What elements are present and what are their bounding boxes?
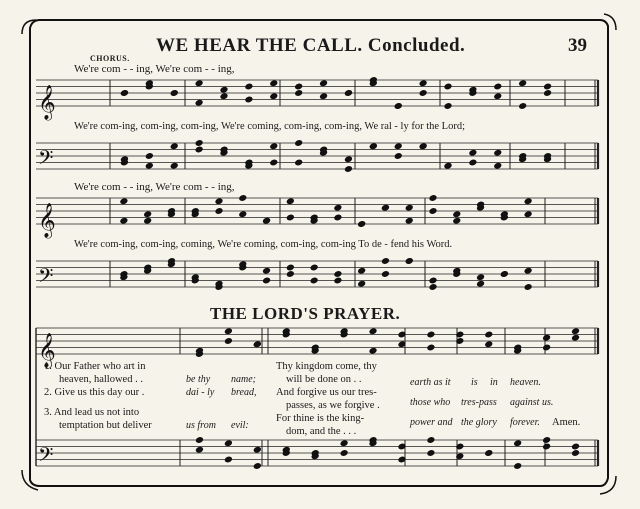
prayer-col-3 bbox=[276, 360, 380, 438]
prayer-word: bread, bbox=[231, 387, 257, 398]
svg-text:𝄞: 𝄞 bbox=[38, 333, 56, 368]
prayer-word: evil: bbox=[231, 420, 249, 431]
prayer-word: forever. bbox=[510, 417, 540, 428]
prayer-line: dom, and the . . . bbox=[286, 426, 357, 437]
prayer-word bbox=[231, 399, 256, 419]
prayer-line bbox=[44, 399, 152, 406]
prayer-word: in bbox=[490, 377, 498, 388]
prayer-word: us from bbox=[186, 420, 216, 431]
prayer-amen: Amen. bbox=[552, 417, 581, 428]
prayer-line: And forgive us our tres- bbox=[276, 387, 377, 398]
prayer-word: name; bbox=[231, 374, 256, 385]
prayer-word: the glory bbox=[461, 417, 497, 428]
prayer-word: heaven. bbox=[510, 377, 541, 388]
prayer-line: 3. And lead us not into bbox=[44, 407, 140, 418]
lyrics-system2-lower: We're com-ing, com-ing, coming, We're coming, com-ing, com-ing To de - fend his Word. bbox=[74, 239, 453, 250]
svg-text:𝄞: 𝄞 bbox=[38, 203, 56, 238]
prayer-word: be thy bbox=[186, 374, 211, 385]
prayer-word: earth as it bbox=[410, 377, 451, 388]
prayer-line: Thy kingdom come, thy bbox=[276, 361, 377, 372]
prayer-word: dai - ly bbox=[186, 387, 215, 398]
prayer-col-1 bbox=[44, 360, 152, 432]
prayer-line: passes, as we forgive . bbox=[286, 400, 380, 411]
prayer-word: against us. bbox=[510, 397, 554, 408]
lyrics-system1-lower: We're com-ing, com-ing, com-ing, We're coming, com-ing, com-ing, We ral - ly for the Lord; bbox=[74, 121, 465, 132]
prayer-col-6 bbox=[490, 373, 498, 393]
prayer-title: THE LORD'S PRAYER. bbox=[210, 304, 401, 323]
prayer-col-2b bbox=[231, 373, 256, 432]
prayer-line: 1. Our Father who art in bbox=[44, 361, 146, 372]
svg-text:𝄢: 𝄢 bbox=[38, 146, 54, 174]
prayer-col-4 bbox=[410, 373, 453, 433]
prayer-word: power and bbox=[410, 417, 453, 428]
prayer-line: For thine is the king- bbox=[276, 413, 365, 424]
prayer-col-2a bbox=[186, 373, 216, 432]
prayer-col-7 bbox=[510, 373, 553, 433]
prayer-word: is bbox=[471, 377, 478, 388]
lyrics-system1-upper: We're com - - ing, We're com - - ing, bbox=[74, 63, 235, 75]
prayer-word bbox=[186, 399, 216, 419]
svg-text:𝄢: 𝄢 bbox=[38, 443, 54, 471]
prayer-line: will be done on . . bbox=[286, 374, 362, 385]
prayer-word: those who bbox=[410, 397, 451, 408]
chorus-label: CHORUS. bbox=[90, 54, 130, 63]
lyrics-system2-upper: We're com - - ing, We're com - - ing, bbox=[74, 181, 235, 193]
page-number: 39 bbox=[568, 35, 587, 56]
prayer-line: temptation but deliver bbox=[59, 420, 152, 431]
svg-text:𝄞: 𝄞 bbox=[38, 85, 56, 120]
prayer-line: heaven, hallowed . . bbox=[59, 374, 143, 385]
svg-text:𝄢: 𝄢 bbox=[38, 264, 54, 292]
page-title: WE HEAR THE CALL. Concluded. bbox=[156, 35, 466, 56]
prayer-line: 2. Give us this day our . bbox=[44, 387, 145, 398]
prayer-word: tres-pass bbox=[461, 397, 497, 408]
